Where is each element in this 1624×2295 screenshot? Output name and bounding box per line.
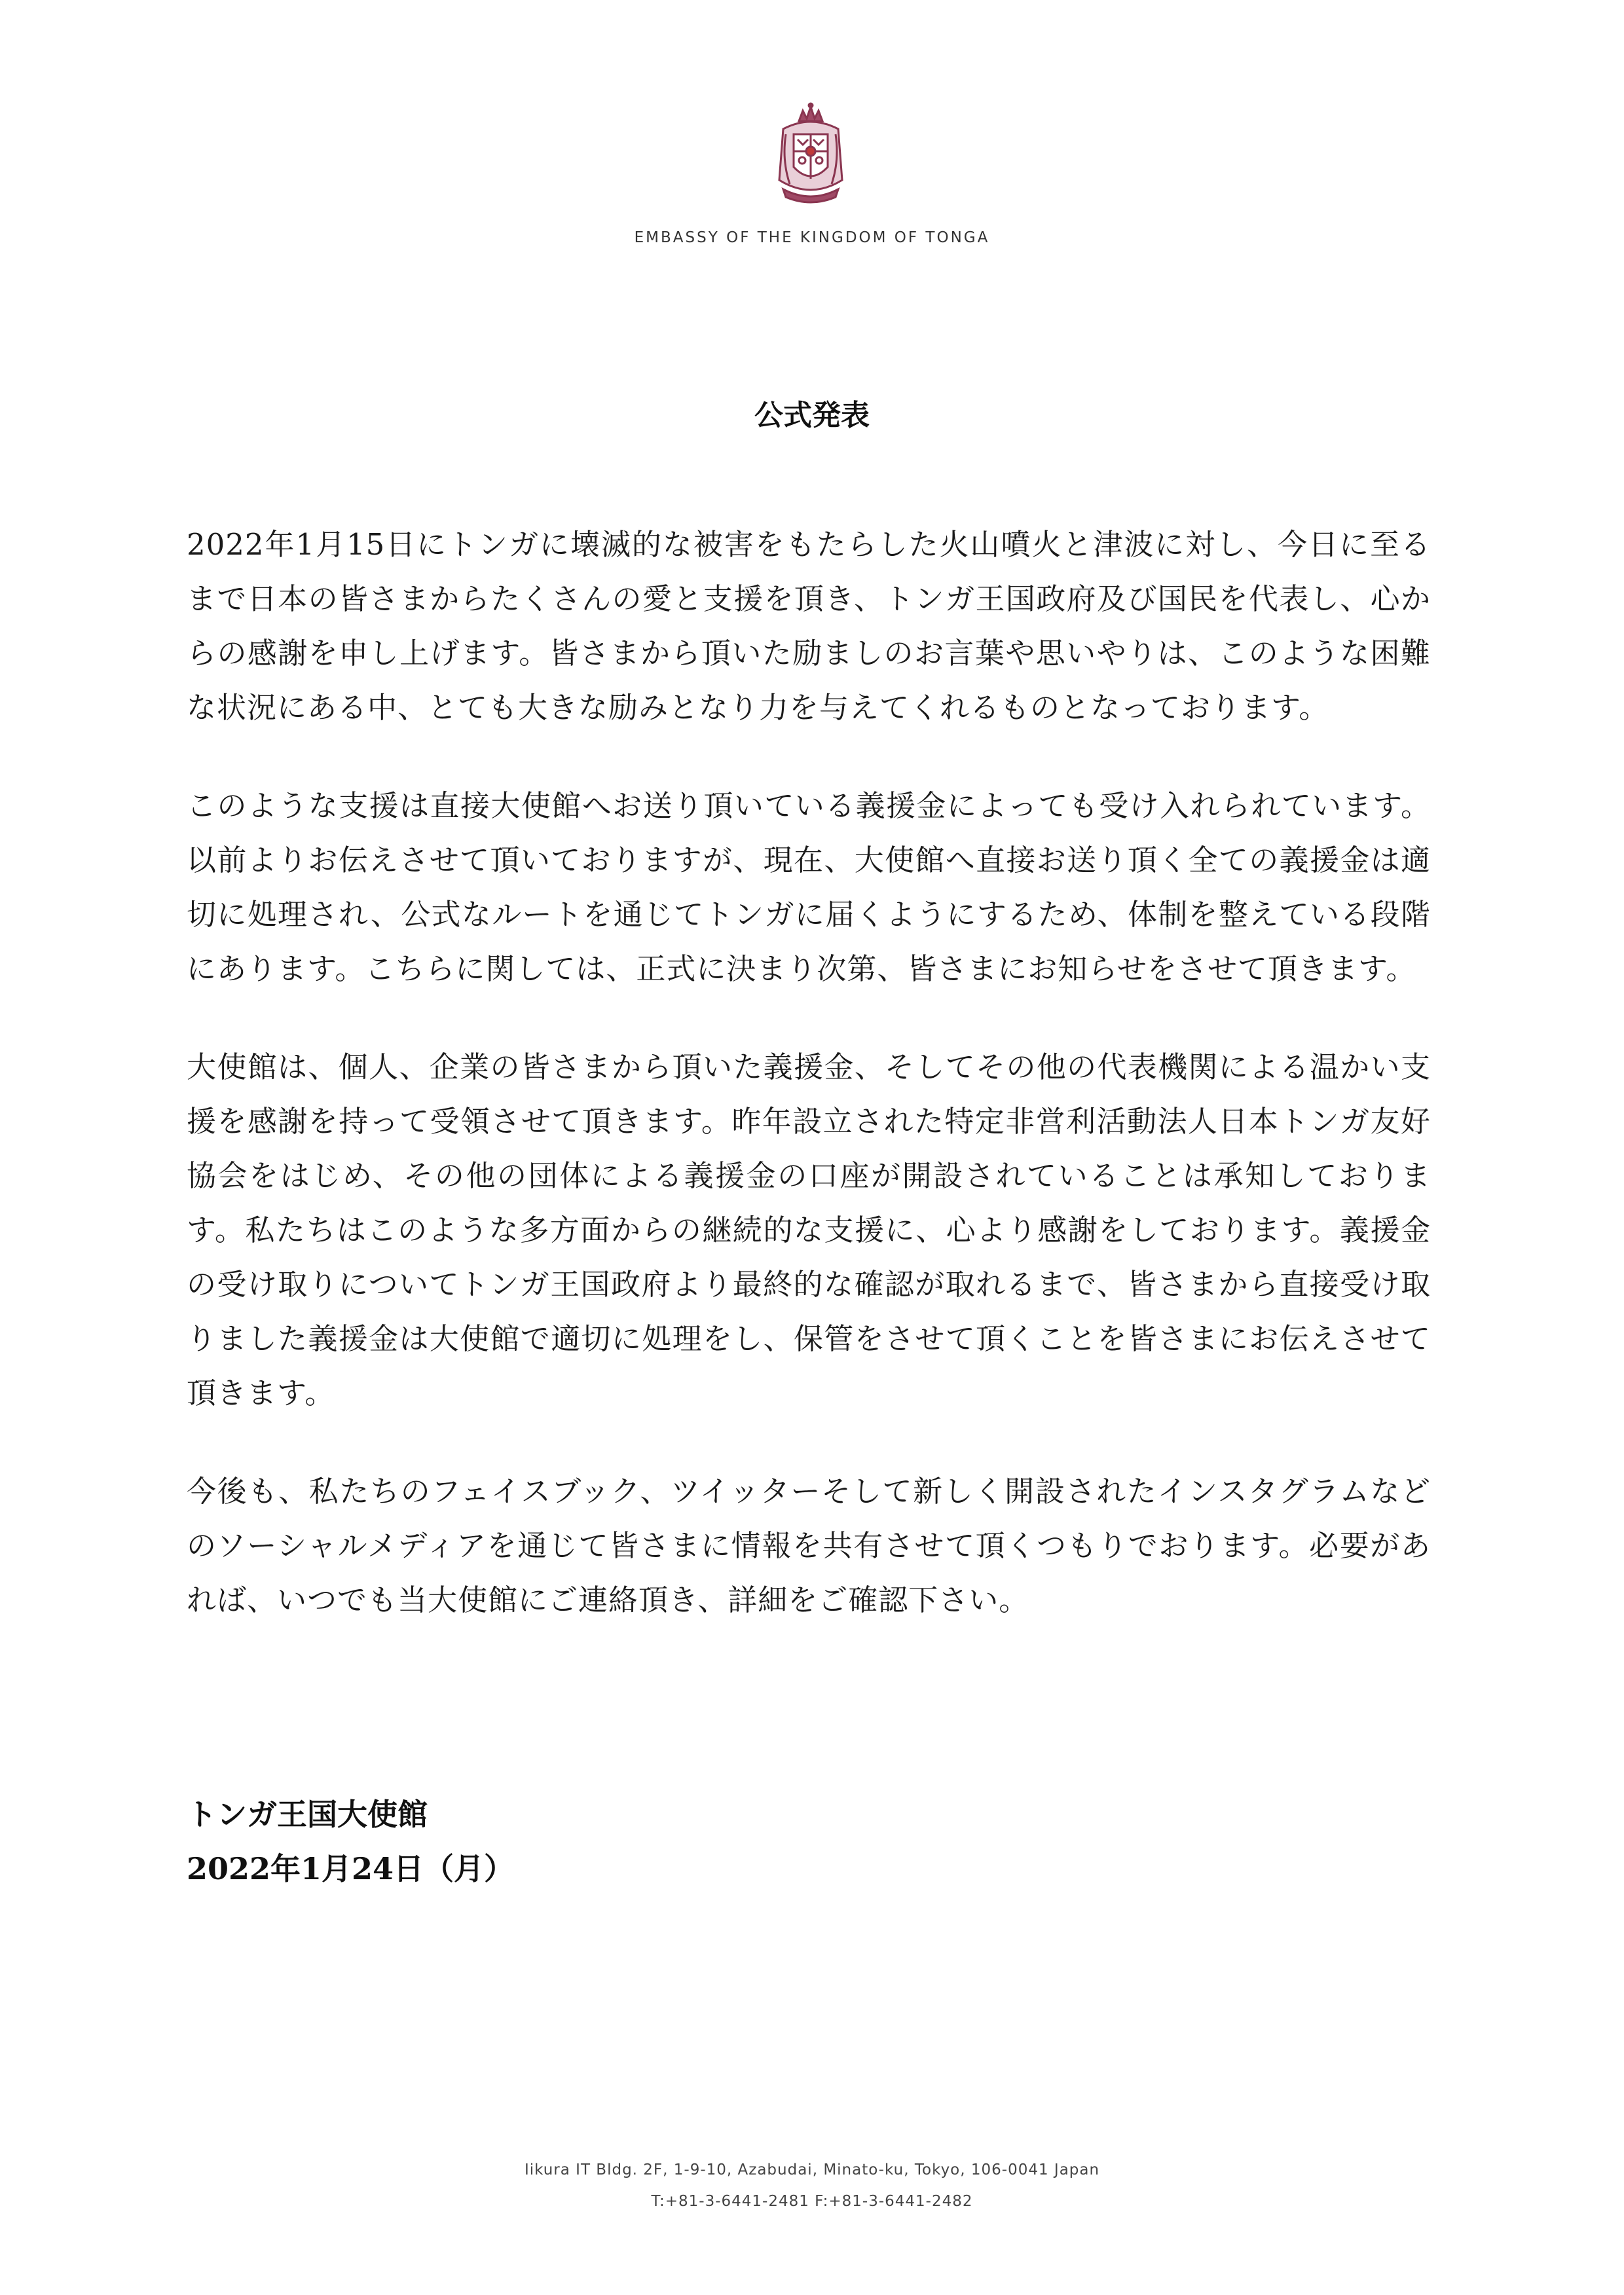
letterhead-footer: [0, 2154, 1624, 2217]
embassy-name: EMBASSY OF THE KINGDOM OF TONGA: [634, 229, 990, 246]
paragraph-receipt: 大使館は、個人、企業の皆さまから頂いた義援金、そしてその他の代表機関による温かい支援を感謝を持って受領させて頂きます。昨年設立された特定非営利活動法人日本トンガ友好協会をはじめ、その他の団体による義援金の口座が開設されていることは承知しております。私たちはこのような多方面からの継続的な支援に、心より感謝をしております。義援金の受け取りについてトンガ王国政府より最終的な確認が取れるまで、皆さまから直接受け取りました義援金は大使館で適切に処理をし、保管をさせて頂くことを皆さまにお伝えさせて頂きます。: [187, 1050, 1431, 1410]
signature-date: 2022年1月24日（月）: [187, 1851, 515, 1886]
signature-organization: トンガ王国大使館: [187, 1797, 428, 1832]
announcement-body: [187, 517, 1431, 1671]
document-title: 公式発表: [754, 399, 870, 432]
paragraph-social-media: 今後も、私たちのフェイスブック、ツイッターそして新しく開設されたインスタグラムなどのソーシャルメディアを通じて皆さまに情報を共有させて頂くつもりでおります。必要があれば、いつでも当大使館にご連絡頂き、詳細をご確認下さい。: [187, 1474, 1431, 1617]
tonga-royal-coat-of-arms-icon: [770, 101, 851, 205]
footer-address: Iikura IT Bldg. 2F, 1-9-10, Azabudai, Minato-ku, Tokyo, 106-0041 Japan: [524, 2161, 1100, 2178]
footer-phone-fax: T:+81-3-6441-2481 F:+81-3-6441-2482: [651, 2193, 973, 2210]
paragraph-donations-process: このような支援は直接大使館へお送り頂いている義援金によっても受け入れられています。以前よりお伝えさせて頂いておりますが、現在、大使館へ直接お送り頂く全ての義援金は適切に処理され、公式なルートを通じてトンガに届くようにするため、体制を整えている段階にあります。こちらに関しては、正式に決まり次第、皆さまにお知らせをさせて頂きます。: [187, 788, 1431, 986]
signature-block: [187, 1788, 514, 1896]
paragraph-gratitude: 2022年1月15日にトンガに壊滅的な被害をもたらした火山噴火と津波に対し、今日に至るまで日本の皆さまからたくさんの愛と支援を頂き、トンガ王国政府及び国民を代表し、心からの感謝を申し上げます。皆さまから頂いた励ましのお言葉や思いやりは、このような困難な状況にある中、とても大きな励みとなり力を与えてくれるものとなっております。: [187, 527, 1431, 725]
